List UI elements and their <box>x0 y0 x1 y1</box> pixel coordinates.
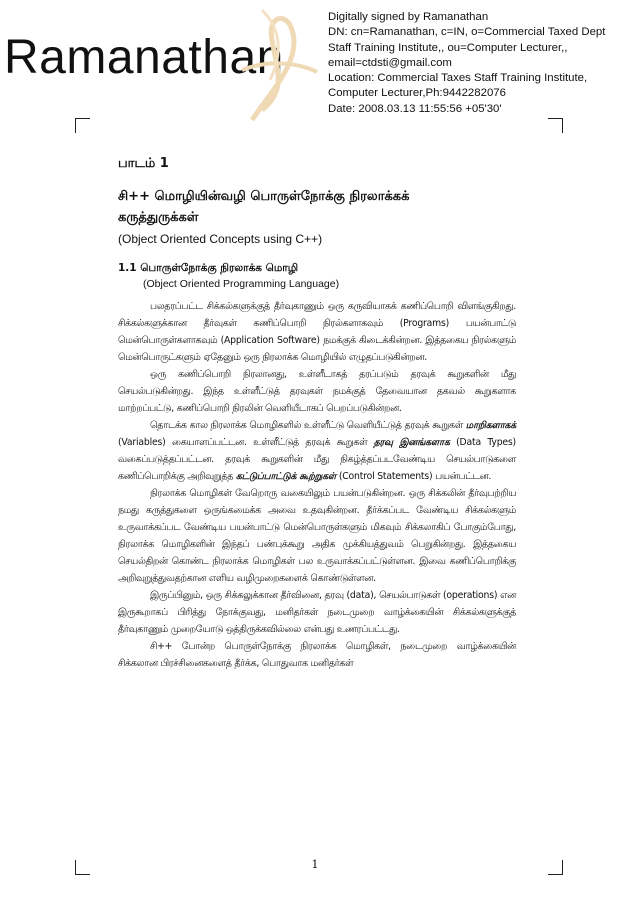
crop-mark-top-left <box>75 118 90 133</box>
paragraph <box>118 417 516 485</box>
page-number: 1 <box>311 858 319 871</box>
text-run: (Control Statements) பயன்பட்டன. <box>336 471 492 482</box>
text-run: (Variables) கையாளப்பட்டன. உள்ளீட்டுத் தரவுக் கூறுகள் <box>118 437 374 448</box>
chapter-title-line: சி++ மொழியின்வழி பொருள்நோக்கு நிரலாக்கக் <box>118 189 410 204</box>
crop-mark-bottom-left <box>75 860 90 875</box>
paragraph: ஒரு கணிப்பொறி நிரலானது, உள்ளீடாகத் தரப்படும் தரவுக் கூறுகளின் மீது செயல்படுகின்றது. இந்த உள்ளீட்டுத் தரவுகள் நமக்குத் தேவையான தகவல் கூறுகளாக மாற்றப்பட்டு, கணிப்பொறி நிரலின் வெளியீடாகப் பெறப்படுகின்றன. <box>118 369 516 414</box>
crop-mark-top-right <box>548 118 563 133</box>
emphasized-term: தரவு இனங்களாக <box>373 437 450 448</box>
paragraph: இருப்பினும், ஒரு சிக்கலுக்கான தீர்வினை, தரவு (data), செயல்பாடுகள் (operations) என இருகூறாகப் பிரித்து நோக்குவது, மனிதர்கள் நடைமுறை வாழ்க்கையின் சிக்கல்களுக்குத் தீர்வுகாணும் முறையோடு ஒத்திருக்கவில்லை என்பது உணரப்பட்டது. <box>118 590 516 635</box>
signature-line: Computer Lecturer,Ph:9442282076 <box>328 87 506 100</box>
emphasized-term: கட்டுப்பாட்டுக் கூற்றுகள் <box>235 471 337 482</box>
section-title: 1.1 பொருள்நோக்கு நிரலாக்க மொழி <box>118 262 299 274</box>
signature-line: Digitally signed by Ramanathan <box>328 11 489 23</box>
page-body <box>118 156 516 672</box>
signature-line: Location: Commercial Taxes Staff Training Institute, <box>328 72 588 85</box>
chapter-subtitle: (Object Oriented Concepts using C++) <box>118 232 323 246</box>
chapter-title <box>118 186 516 228</box>
text-run: தொடக்க கால நிரலாக்க மொழிகளில் உள்ளீட்டு வெளியீட்டுத் தரவுக் கூறுகள் <box>150 420 466 431</box>
text-run: (Data Types) வகைப்படுத்தப்பட்டன. தரவுக் கூறுகளின் மீது நிகழ்த்தப்படவேண்டிய செயல்பாடுகளை கணிப்பொறிக்கு அறிவுறுத்த <box>118 437 516 482</box>
signature-line: email=ctdsti@gmail.com <box>328 56 452 69</box>
crop-mark-bottom-right <box>548 860 563 875</box>
signature-line: Date: 2008.03.13 11:55:56 +05'30' <box>328 102 502 115</box>
signature-details <box>328 10 633 117</box>
lesson-title: பாடம் 1 <box>118 156 169 171</box>
paragraph: சி++ போன்ற பொருள்நோக்கு நிரலாக்க மொழிகள், நடைமுறை வாழ்க்கையின் சிக்கலான பிரச்சினைகளைத் தீர்க்க, பொதுவாக மனிதர்கள் <box>118 641 516 669</box>
paragraph: நிரலாக்க மொழிகள் வேறொரு வகையிலும் பயன்படுகின்றன. ஒரு சிக்கலின் தீர்வுபற்றிய நமது கருத்துகளை ஒருங்கமைக்க அவை உதவுகின்றன. தீர்க்கப்பட வேண்டிய சிக்கல்களும் உருவாக்கப்பட வேண்டிய பயன்பாட்டு மென்பொருள்களும் மிகவும் சிக்கலாகிப் போகும்போது, நிரலாக்க மொழிகளின் இந்தப் பண்புக்கூறு அதிக முக்கியத்துவம் பெறுகின்றது. இத்தகைய செயல்திறன் கொண்ட நிரலாக்க மொழிகள் பல உருவாக்கப்பட்டுள்ளன. இவை கணிப்பொறிக்கு அறிவுறுத்துவதற்கான எளிய வழிமுறைகளைக் கொண்டுள்ளன. <box>118 488 516 584</box>
paragraph: பலதரப்பட்ட சிக்கல்களுக்குத் தீர்வுகாணும் ஒரு கருவியாகக் கணிப்பொறி விளங்குகிறது. சிக்கல்களுக்கான தீர்வுகள் கணிப்பொறி நிரல்களாகவும் (Programs) பயன்பாட்டு மென்பொருள்களாகவும் (Application Software) நமக்குக் கிடைக்கின்றன. இத்தகைய நிரல்களும் மென்பொருட்களும் ஏதேனும் ஒரு நிரலாக்க மொழியில் எழுதப்படுகின்றன. <box>118 301 516 363</box>
section-subtitle: (Object Oriented Programming Language) <box>143 278 340 290</box>
signature-line: Staff Training Institute,, ou=Computer Lecturer,, <box>328 41 568 54</box>
signer-name: Ramanathan <box>4 31 284 84</box>
emphasized-term: மாறிகளாகக் <box>465 420 516 431</box>
signature-line: DN: cn=Ramanathan, c=IN, o=Commercial Taxed Dept <box>328 26 606 39</box>
signature-seal <box>232 0 322 130</box>
chapter-title-line: கருத்துருக்கள் <box>118 210 199 225</box>
